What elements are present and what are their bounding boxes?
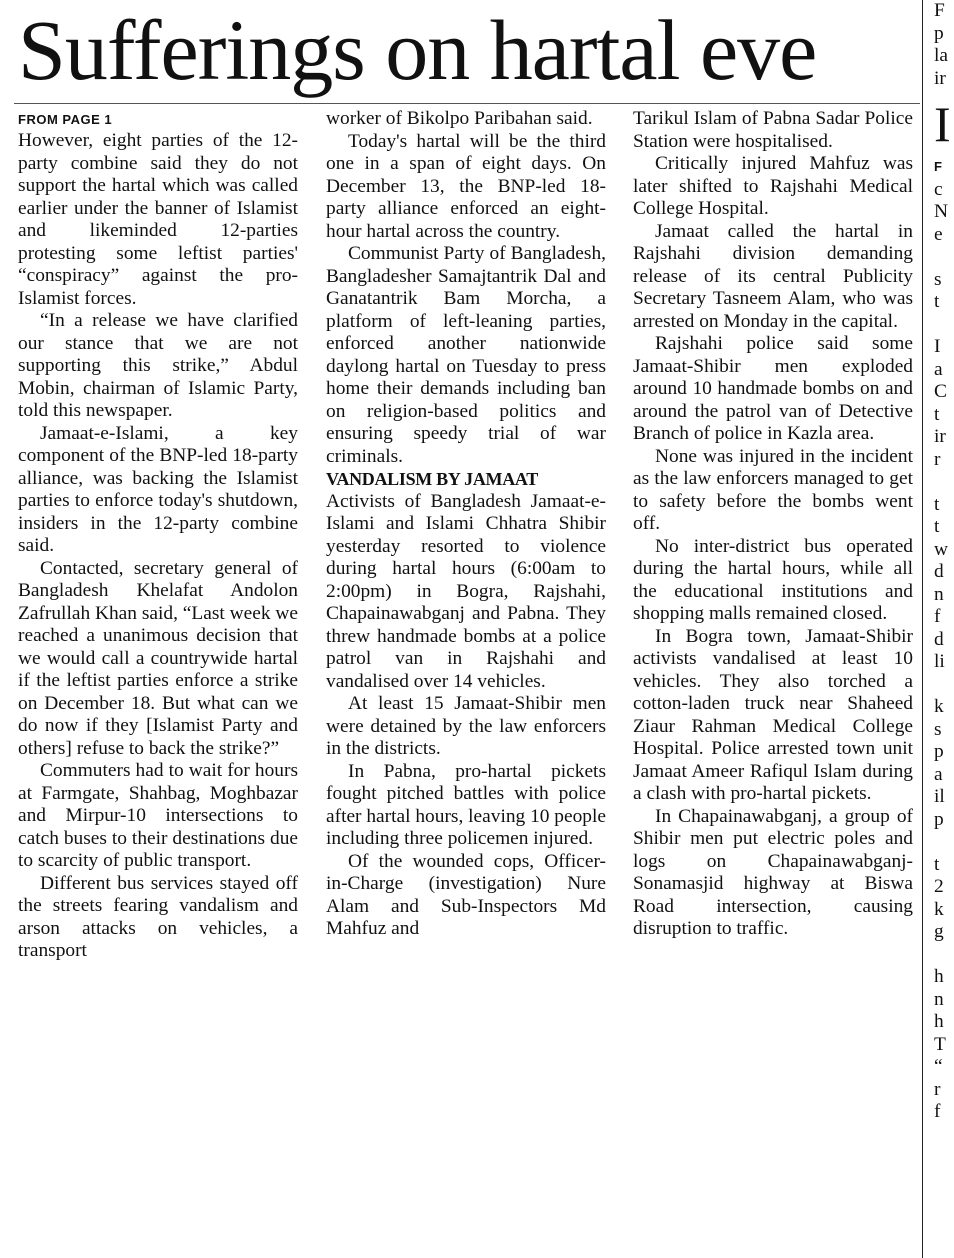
subhead: VANDALISM BY JAMAAT bbox=[326, 469, 538, 489]
edge-fragment: d bbox=[934, 628, 944, 650]
column-3 bbox=[633, 108, 913, 941]
edge-fragment: N bbox=[934, 201, 949, 222]
paragraph: “In a release we have clarified our stance that we are not supporting this strike,” Abdul Mobin, chairman of Islamic Party, told this newspaper. bbox=[18, 310, 298, 421]
edge-fragment: ir bbox=[934, 426, 946, 447]
edge-fragment: s bbox=[934, 268, 942, 290]
edge-fragment: F bbox=[934, 159, 942, 174]
edge-fragment bbox=[934, 831, 954, 854]
paragraph: In Chapainawabganj, a group of Shibir men put electric poles and logs on Chapainawabganj-Sonamasjid highway at Biswa Road intersection, causing disruption to traffic. bbox=[633, 805, 913, 939]
edge-fragment: il bbox=[934, 786, 945, 807]
edge-fragment: p bbox=[934, 808, 944, 830]
edge-fragment: ir bbox=[934, 67, 946, 89]
paragraph: Activists of Bangladesh Jamaat-e-Islami and Islami Chhatra Shibir yesterday resorted to violence during hartal hours (6:00am to 2:00pm) in Bogra, Rajshahi, Chapainawabganj and Pabna. They threw handmade bombs at a police patrol van in Rajshahi and vandalised over 14 vehicles. bbox=[326, 490, 606, 692]
edge-fragment: f bbox=[934, 606, 941, 627]
edge-fragment bbox=[934, 944, 954, 967]
paragraph: Communist Party of Bangladesh, Bangladesher Samajtantrik Dal and Ganatantrik Bam Morcha, a platform of left-leaning parties, enforced another nationwide daylong hartal on Tuesday to press home their demands including ban on religion-based politics and ensuring speedy trial of war criminals. bbox=[326, 243, 606, 467]
paragraph: None was injured in the incident as the law enforcers managed to get to safety before the bombs went off. bbox=[633, 445, 913, 534]
edge-fragment: d bbox=[934, 561, 944, 582]
edge-fragment: p bbox=[934, 22, 944, 44]
paragraph: Jamaat-e-Islami, a key component of the BNP-led 18-party alliance, was backing the Islamist parties to enforce today's shutdown, insiders in the 12-party combine said. bbox=[18, 422, 298, 556]
paragraph: Contacted, secretary general of Bangladesh Khelafat Andolon Zafrullah Khan said, “Last week we reached a unanimous decision that we would call a countrywide hartal if the leftist parties enforce a strike on December 18. But what can we do now if they [Islamist Party and others] refuse to back the strike?” bbox=[18, 557, 298, 759]
paragraph: Rajshahi police said some Jamaat-Shibir men exploded around 10 handmade bombs on and around the patrol van of Detective Branch of police in Kazla area. bbox=[633, 333, 913, 444]
edge-fragment: a bbox=[934, 358, 943, 380]
edge-fragment: s bbox=[934, 718, 942, 740]
paragraph: Today's hartal will be the third one in a span of eight days. On December 13, the BNP-led 18-party alliance enforced an eight-hour hartal across the country. bbox=[326, 130, 606, 242]
column-1 bbox=[18, 108, 298, 963]
paragraph: At least 15 Jamaat-Shibir men were detained by the law enforcers in the districts. bbox=[326, 693, 606, 759]
edge-fragment: h bbox=[934, 1011, 944, 1032]
headline-rule bbox=[14, 103, 920, 104]
edge-fragment: 2 bbox=[934, 876, 944, 897]
edge-fragment: r bbox=[934, 448, 941, 470]
edge-fragment: “ bbox=[934, 1056, 943, 1077]
paragraph: Tarikul Islam of Pabna Sadar Police Station were hospitalised. bbox=[633, 108, 913, 152]
edge-fragment: f bbox=[934, 1101, 941, 1122]
edge-fragment bbox=[934, 674, 954, 697]
paragraph: worker of Bikolpo Paribahan said. bbox=[326, 108, 593, 129]
edge-fragment: C bbox=[934, 381, 947, 402]
column-divider bbox=[922, 0, 923, 1258]
adjacent-article-edge bbox=[934, 0, 954, 1124]
edge-fragment: k bbox=[934, 898, 944, 920]
edge-fragment: I bbox=[934, 336, 941, 357]
edge-fragment bbox=[934, 314, 954, 337]
paragraph: However, eight parties of the 12-party combine said they do not support the hartal which was called earlier under the banner of Islamist and likeminded 12-parties protesting some leftist parties' “conspiracy” against the pro-Islamist forces. bbox=[18, 130, 298, 309]
edge-fragment: n bbox=[934, 583, 944, 605]
edge-fragment: c bbox=[934, 178, 943, 200]
edge-fragment: a bbox=[934, 763, 943, 785]
column-2 bbox=[326, 108, 606, 941]
edge-fragment: t bbox=[934, 853, 940, 875]
paragraph: Different bus services stayed off the streets fearing vandalism and arson attacks on vehicles, a transport bbox=[18, 872, 298, 961]
paragraph: In Bogra town, Jamaat-Shibir activists vandalised at least 10 vehicles. They also torched a cotton-laden truck near Shaheed Ziaur Rahman Medical College Hospital. Police arrested town unit Jamaat Ameer Rafiqul Islam during a clash with pro-hartal pickets. bbox=[633, 625, 913, 804]
edge-fragment: k bbox=[934, 696, 944, 717]
paragraph: Commuters had to wait for hours at Farmgate, Shahbag, Moghbazar and Mirpur-10 intersections to catch buses to their destinations due to scarcity of public transport. bbox=[18, 760, 298, 871]
edge-fragment: h bbox=[934, 966, 944, 987]
edge-fragment: t bbox=[934, 493, 940, 515]
edge-fragment: n bbox=[934, 988, 944, 1010]
edge-fragment: t bbox=[934, 291, 940, 312]
edge-fragment: T bbox=[934, 1033, 946, 1055]
edge-fragment: F bbox=[934, 0, 945, 21]
edge-fragment: w bbox=[934, 538, 949, 560]
edge-fragment: g bbox=[934, 921, 944, 942]
edge-fragment: p bbox=[934, 741, 944, 762]
paragraph: Critically injured Mahfuz was later shifted to Rajshahi Medical College Hospital. bbox=[633, 153, 913, 219]
edge-fragment: t bbox=[934, 403, 940, 425]
edge-fragment: t bbox=[934, 516, 940, 537]
kicker: FROM PAGE 1 bbox=[18, 112, 113, 127]
edge-fragment: I bbox=[934, 96, 951, 152]
paragraph: In Pabna, pro-hartal pickets fought pitched battles with police after hartal hours, leaving 10 people including three policemen injured. bbox=[326, 760, 606, 849]
edge-fragment bbox=[934, 246, 954, 269]
edge-fragment bbox=[934, 471, 954, 494]
edge-fragment: e bbox=[934, 223, 943, 245]
paragraph: Of the wounded cops, Officer-in-Charge (investigation) Nure Alam and Sub-Inspectors Md Mahfuz and bbox=[326, 850, 606, 939]
paragraph: No inter-district bus operated during the hartal hours, while all the educational institutions and shopping malls remained closed. bbox=[633, 535, 913, 624]
headline: Sufferings on hartal eve bbox=[18, 2, 817, 98]
edge-fragment: la bbox=[934, 45, 948, 66]
paragraph: Jamaat called the hartal in Rajshahi division demanding release of its central Publicity Secretary Tasneem Alam, who was arrested on Monday in the capital. bbox=[633, 220, 913, 332]
edge-fragment: r bbox=[934, 1078, 941, 1100]
edge-fragment: li bbox=[934, 651, 945, 672]
